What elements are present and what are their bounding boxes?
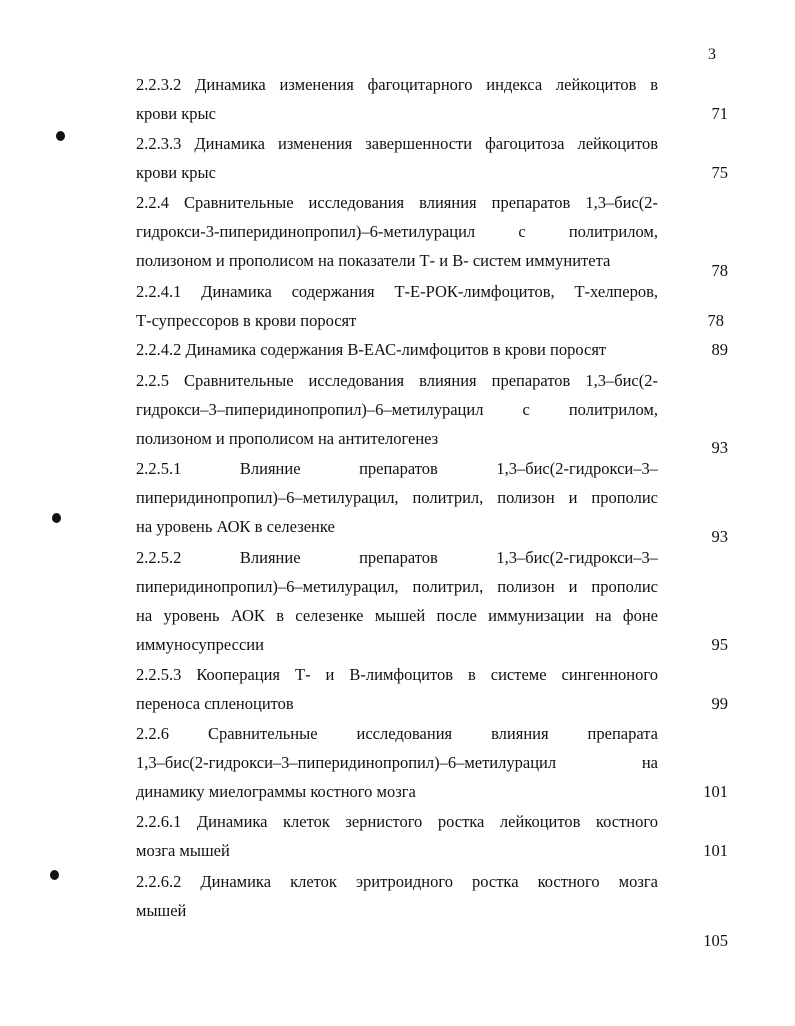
toc-entry-line: гидрокси–3–пиперидинопропил)–6–метилурацил с политрилом, [136, 400, 658, 419]
toc-page-number: 93 [711, 527, 728, 546]
toc-entry-line: 1,3–бис(2-гидрокси–3–пиперидинопропил)–6–метилурацил на [136, 753, 658, 772]
toc-entry-line: 2.2.5 Сравнительные исследования влияния препаратов 1,3–бис(2- [136, 371, 658, 390]
toc-entry-line: на уровень АОК в селезенке мышей после иммунизации на фоне [136, 606, 658, 625]
toc-page-number: 75 [711, 163, 728, 182]
toc-entry-line: 2.2.5.2 Влияние препаратов 1,3–бис(2-гидрокси–3– [136, 548, 658, 567]
toc-entry-line: полизоном и прополисом на антителогенез [136, 429, 439, 448]
toc-page-number: 99 [711, 694, 728, 713]
toc-page-number: 78 [711, 261, 728, 280]
toc-page-number: 101 [703, 841, 728, 860]
toc-entry-line: 2.2.5.3 Кооперация Т- и В-лимфоцитов в системе сингенноного [136, 665, 658, 684]
toc-entry-line: полизоном и прополисом на показатели Т- и В- систем иммунитета [136, 251, 611, 270]
toc-entry-line: пиперидинопропил)–6–метилурацил, политрил, полизон и прополис [136, 488, 658, 507]
toc-entry-line: динамику миелограммы костного мозга [136, 782, 416, 801]
toc-entry-line: 2.2.5.1 Влияние препаратов 1,3–бис(2-гидрокси–3– [136, 459, 658, 478]
toc-entry-line: 2.2.4.2 Динамика содержания В-ЕАС-лимфоцитов в крови поросят [136, 340, 607, 359]
toc-page-number: 78 [707, 311, 724, 330]
toc-page-number: 95 [711, 635, 728, 654]
toc-entry-line: мышей [136, 901, 187, 920]
toc-entry-line: гидрокси-3-пиперидинопропил)–6-метилурацил с политрилом, [136, 222, 658, 241]
toc-entry-line: 2.2.6 Сравнительные исследования влияния препарата [136, 724, 658, 743]
toc-page-number: 93 [711, 438, 728, 457]
toc-entry-line: 2.2.3.3 Динамика изменения завершенности фагоцитоза лейкоцитов [136, 134, 658, 153]
toc-entry-line: Т-супрессоров в крови поросят [136, 311, 357, 330]
toc-entry-line: на уровень АОК в селезенке [136, 517, 335, 536]
toc-page-number: 89 [711, 340, 728, 359]
toc-entry-line: переноса спленоцитов [136, 694, 294, 713]
toc-entry-line: крови крыс [136, 163, 216, 182]
toc-entry-line: пиперидинопропил)–6–метилурацил, политрил, полизон и прополис [136, 577, 658, 596]
toc-entry-line: мозга мышей [136, 841, 230, 860]
page-number: 3 [708, 46, 716, 63]
toc-entry-line: 2.2.4.1 Динамика содержания Т-Е-РОК-лимфоцитов, Т-хелперов, [136, 282, 658, 301]
toc-entry-line: иммуносупрессии [136, 635, 264, 654]
toc-page-number: 71 [711, 104, 728, 123]
toc-entry-line: 2.2.3.2 Динамика изменения фагоцитарного индекса лейкоцитов в [136, 75, 658, 94]
toc-page-number: 105 [703, 931, 728, 950]
toc-page-number: 101 [703, 782, 728, 801]
toc-entry-line: 2.2.6.2 Динамика клеток эритроидного ростка костного мозга [136, 872, 658, 891]
toc-entry-line: 2.2.4 Сравнительные исследования влияния препаратов 1,3–бис(2- [136, 193, 658, 212]
toc-entry-line: 2.2.6.1 Динамика клеток зернистого ростка лейкоцитов костного [136, 812, 658, 831]
toc-entry-line: крови крыс [136, 104, 216, 123]
